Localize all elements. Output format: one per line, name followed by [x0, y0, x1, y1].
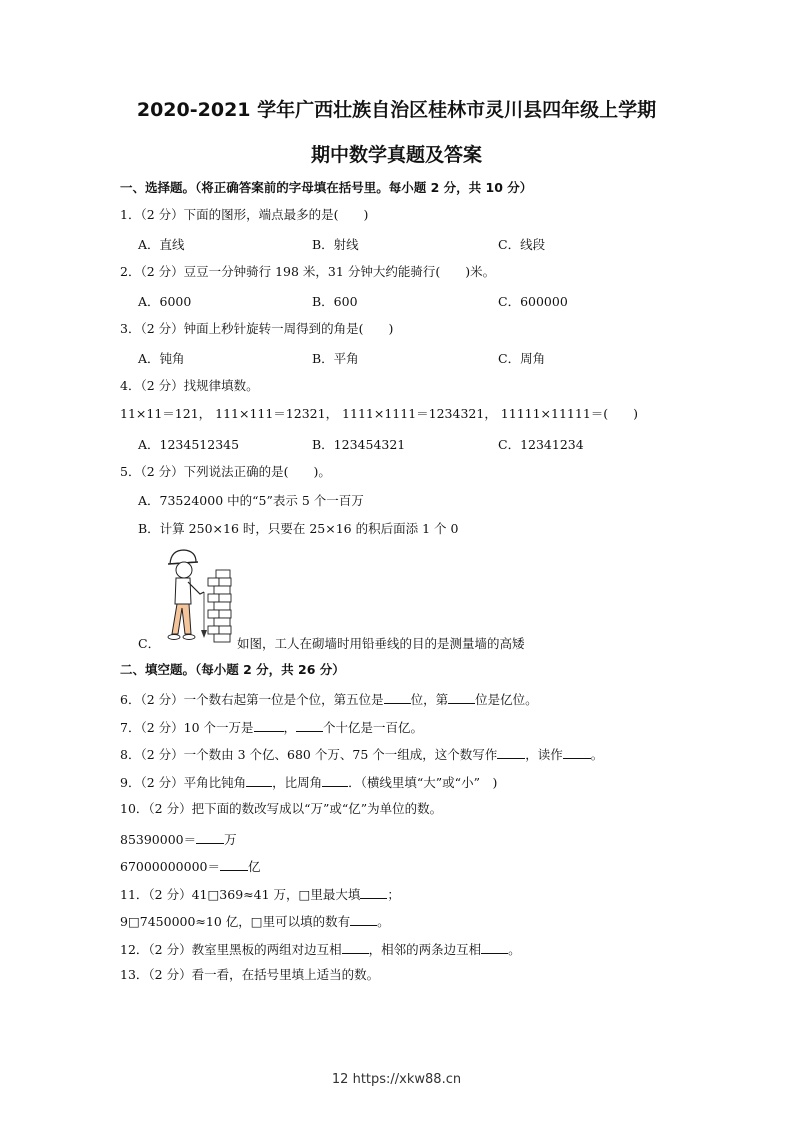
q10-blank-2[interactable] [220, 857, 248, 871]
q8-blank-1[interactable] [497, 745, 525, 759]
q8-text-2: ，读作 [525, 747, 563, 762]
q4-option-a: A．1234512345 [138, 437, 240, 452]
q6-blank-1[interactable] [384, 690, 411, 704]
q9-blank-1[interactable] [246, 773, 272, 787]
q7-blank-2[interactable] [296, 718, 323, 732]
q8-blank-2[interactable] [563, 745, 591, 759]
q7-line [120, 718, 423, 736]
q8-text-3: 。 [590, 747, 604, 762]
q9-line [120, 773, 497, 791]
q4-option-c: C．12341234 [498, 437, 584, 452]
q6-text-3: 位是亿位。 [475, 692, 538, 707]
page-footer: 12 https://xkw88.cn [331, 1072, 462, 1087]
q9-text-2: ，比周角 [272, 775, 323, 790]
document-title-line2: 期中数学真题及答案 [310, 144, 482, 166]
q3-option-a: A．钝角 [138, 351, 185, 366]
q7-text-3: 个十亿是一百亿。 [323, 720, 424, 735]
q3-option-b: B．平角 [312, 351, 359, 366]
q2-stem: 2．（2 分）豆豆一分钟骑行 198 米，31 分钟大约能骑行( )米。 [120, 264, 496, 279]
q10-number-2: 67000000000＝ [120, 859, 220, 874]
q5-option-c-label: C． [138, 636, 161, 651]
document-title-line1: 2020-2021 学年广西壮族自治区桂林市灵川县四年级上学期 [136, 99, 657, 121]
q11-line2 [120, 912, 390, 930]
q3-stem: 3．（2 分）钟面上秒针旋转一周得到的角是( ) [120, 321, 394, 336]
q7-text-1: 7．（2 分）10 个一万是 [120, 720, 254, 735]
q3-option-c: C．周角 [498, 351, 546, 366]
q11-text-2: ； [387, 887, 400, 902]
section1-heading: 一、选择题。（将正确答案前的字母填在括号里。每小题 2 分，共 10 分） [120, 180, 533, 195]
section2-heading: 二、填空题。（每小题 2 分，共 26 分） [120, 662, 345, 677]
q5-option-c-text: 如图，工人在砌墙时用铅垂线的目的是测量墙的高矮 [237, 636, 525, 651]
q8-text-1: 8．（2 分）一个数由 3 个亿、680 个万、75 个一组成，这个数写作 [120, 747, 498, 762]
q12-blank-1[interactable] [342, 940, 369, 954]
q12-blank-2[interactable] [481, 940, 508, 954]
q6-text-1: 6．（2 分）一个数右起第一位是个位，第五位是 [120, 692, 384, 707]
q11-text-3: 9□7450000≈10 亿，□里可以填的数有 [120, 914, 351, 929]
q1-option-a: A．直线 [138, 237, 185, 252]
q12-line [120, 940, 521, 958]
q12-text-2: ，相邻的两条边互相 [368, 942, 482, 957]
q7-blank-1[interactable] [254, 718, 284, 732]
q11-blank-2[interactable] [350, 912, 377, 926]
q6-line [120, 690, 538, 708]
q12-text-3: 。 [508, 942, 521, 957]
q10-stem: 10．（2 分）把下面的数改写成以“万”或“亿”为单位的数。 [120, 801, 443, 816]
q10-unit-1: 万 [224, 832, 237, 847]
q7-text-2: ， [283, 720, 297, 735]
q13-stem: 13．（2 分）看一看，在括号里填上适当的数。 [120, 967, 380, 982]
q4-pattern: 11×11＝121， 111×111＝12321， 1111×1111＝1234321， 11111×11111＝( ) [120, 406, 639, 421]
q4-stem: 4．（2 分）找规律填数。 [120, 378, 259, 393]
q11-text-4: 。 [377, 914, 390, 929]
q11-text-1: 11．（2 分）41□369≈41 万，□里最大填 [120, 887, 361, 902]
q1-option-c: C．线段 [498, 237, 546, 252]
q2-option-b: B．600 [312, 294, 358, 309]
q4-option-b: B．123454321 [312, 437, 406, 452]
q10-blank-1[interactable] [196, 830, 224, 844]
q2-option-a: A．6000 [138, 294, 192, 309]
q5-stem: 5．（2 分）下列说法正确的是( )。 [120, 464, 331, 479]
q5-option-a: A．73524000 中的“5”表示 5 个一百万 [138, 493, 364, 508]
q10-line2 [120, 857, 261, 875]
q10-unit-2: 亿 [247, 859, 261, 874]
q12-text-1: 12．（2 分）教室里黑板的两组对边互相 [120, 942, 342, 957]
q9-blank-2[interactable] [322, 773, 348, 787]
q10-line1 [120, 830, 237, 848]
worker-plumb-line-illustration [158, 546, 234, 648]
q11-line1 [120, 885, 400, 903]
q6-text-2: 位，第 [410, 692, 449, 707]
q11-blank-1[interactable] [360, 885, 387, 899]
q2-option-c: C．600000 [498, 294, 568, 309]
q8-line [120, 745, 603, 763]
q1-stem: 1．（2 分）下面的图形，端点最多的是( ) [120, 207, 369, 222]
q5-option-b: B．计算 250×16 时，只要在 25×16 的积后面添 1 个 0 [138, 521, 459, 536]
q10-number-1: 85390000＝ [120, 832, 197, 847]
q1-option-b: B．射线 [312, 237, 359, 252]
q9-text-3: ．（横线里填“大”或“小” ) [348, 775, 498, 790]
q9-text-1: 9．（2 分）平角比钝角 [120, 775, 247, 790]
q6-blank-2[interactable] [448, 690, 475, 704]
